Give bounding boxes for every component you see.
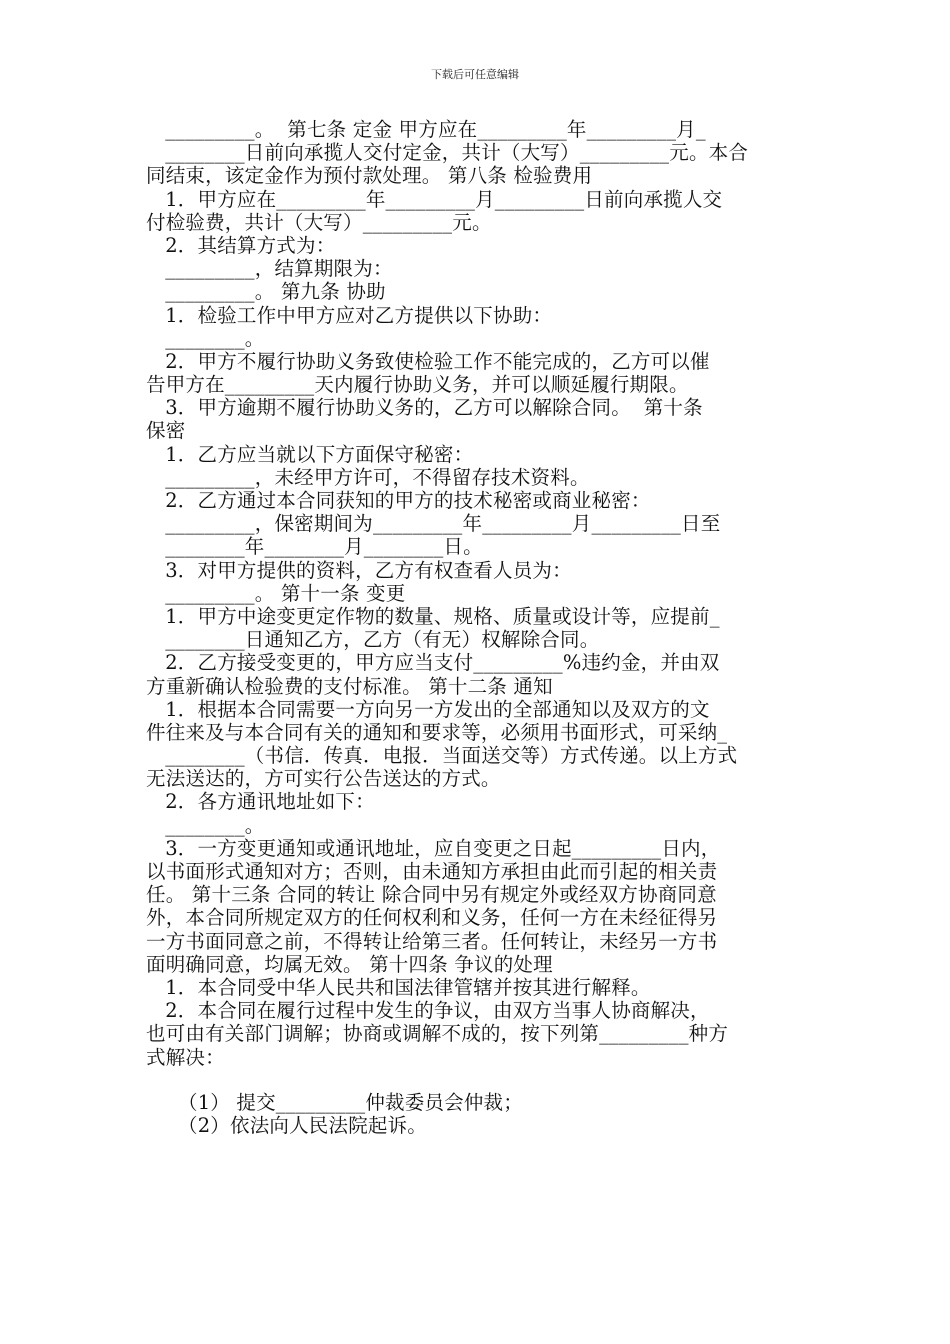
text-line: 2．乙方通过本合同获知的甲方的技术秘密或商业秘密： (146, 489, 651, 512)
contract-body (146, 118, 806, 1137)
text-line: ________年________月________日。 (146, 535, 483, 559)
text-line: ________日通知乙方，乙方（有无）权解除合同。 (146, 628, 600, 652)
text-line: ________。 (146, 813, 265, 837)
text-line: 方重新确认检验费的支付标准。 第十二条 通知 (146, 674, 553, 698)
text-line: 1．本合同受中华人民共和国法律管辖并按其进行解释。 (146, 975, 651, 999)
text-line: 保密 (146, 419, 186, 443)
text-line: 无法送达的，方可实行公告送达的方式。 (146, 767, 501, 791)
text-line: 也可由有关部门调解；协商或调解不成的，按下列第_________种方 (146, 1022, 729, 1046)
text-line: _________。 第十一条 变更 (146, 581, 406, 605)
page-header: 下载后可任意编辑 (431, 68, 519, 81)
text-line: ________（书信．传真．电报．当面送交等）方式传递。以上方式 (146, 744, 738, 768)
text-line: 3．对甲方提供的资料，乙方有权查看人员为： (146, 558, 572, 582)
text-line: 式解决： (146, 1045, 225, 1069)
paragraph-gap (146, 1069, 806, 1091)
text-line: 1．甲方应在_________年_________月_________日前向承揽人交 (146, 187, 723, 211)
text-line: 同结束，该定金作为预付款处理。 第八条 检验费用 (146, 164, 593, 188)
text-line: 2．甲方不履行协助义务致使检验工作不能完成的，乙方可以催 (146, 349, 710, 373)
text-line: 2．其结算方式为： (146, 233, 336, 257)
text-line: 外，本合同所规定双方的任何权利和义务，任何一方在未经征得另 (146, 906, 718, 930)
text-line: 面明确同意，均属无效。 第十四条 争议的处理 (146, 952, 553, 976)
text-line: 1．根据本合同需要一方向另一方发出的全部通知以及双方的文 (146, 697, 710, 721)
text-line: 以书面形式通知对方；否则，由未通知方承担由此而引起的相关责 (146, 860, 718, 883)
text-line: _________，结算期限为： (146, 257, 393, 281)
text-line: ________。 (146, 326, 265, 350)
text-line: _________。 第九条 协助 (146, 280, 386, 304)
text-line: 告甲方在_________天内履行协助义务，并可以顺延履行期限。 (146, 373, 689, 397)
text-line: _________，未经甲方许可，不得留存技术资料。 (146, 465, 590, 489)
text-line: 3．甲方逾期不履行协助义务的，乙方可以解除合同。 第十条 (146, 396, 703, 420)
text-line: 2．本合同在履行过程中发生的争议，由双方当事人协商解决， (146, 999, 710, 1023)
text-line: 2．乙方接受变更的，甲方应当支付_________%违约金，并由双 (146, 651, 720, 675)
text-line: 任。 第十三条 合同的转让 除合同中另有规定外或经双方协商同意 (146, 883, 717, 907)
text-line: 3．一方变更通知或通讯地址，应自变更之日起_________日内， (146, 836, 721, 860)
text-line: 付检验费，共计（大写）_________元。 (146, 210, 492, 234)
text-line: _________。 第七条 定金 甲方应在_________年_________月_ (146, 118, 706, 141)
text-line: 2．各方通讯地址如下： (146, 790, 375, 814)
text-line: 1．乙方应当就以下方面保守秘密： (146, 442, 474, 466)
text-line: 一方书面同意之前，不得转让给第三者。任何转让，未经另一方书 (146, 929, 718, 953)
text-line: _________，保密期间为_________年_________月_________日至 (146, 512, 721, 536)
text-line: ________日前向承揽人交付定金，共计（大写）_________元。本合 (146, 141, 749, 165)
text-line: 1．甲方中途变更定作物的数量、规格、质量或设计等，应提前_ (146, 604, 720, 628)
dispute-option: （2）依法向人民法院起诉。 (146, 1113, 427, 1137)
text-line: 1．检验工作中甲方应对乙方提供以下协助： (146, 303, 553, 327)
dispute-option: （1） 提交_________仲裁委员会仲裁； (146, 1090, 523, 1114)
text-line: 件往来及与本合同有关的通知和要求等，必须用书面形式，可采纳_ (146, 720, 728, 744)
